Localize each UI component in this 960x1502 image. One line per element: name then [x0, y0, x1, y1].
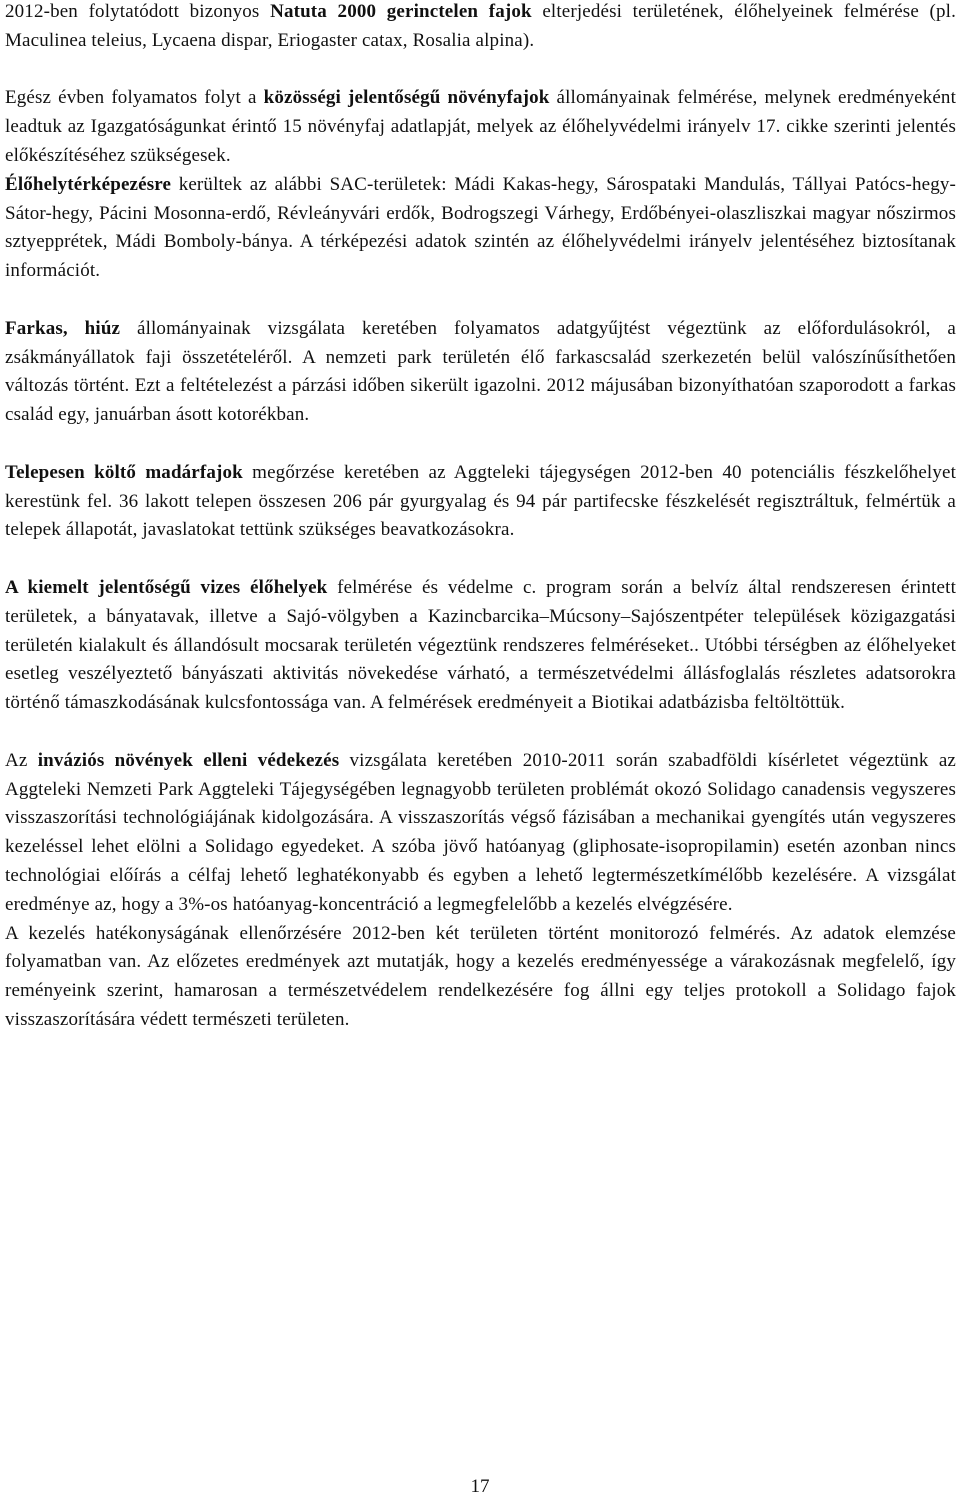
text-run: állományainak vizsgálata keretében folyamatos adatgyűjtést végeztünk az előfordulásokról, a zsákmányállatok faji összetételéről. A nemzeti park területén élő farkascsalád szerkezetén belül valószínűsíthetően változás történt. Ezt a feltételezést a párzási időben sikerült igazolni. 2012 májusában bizonyíthatóan szaporodott a farkas család egy, januárban ásott kotorékban. [5, 317, 956, 426]
bold-text-run: A kiemelt jelentőségű vizes élőhelyek [5, 576, 328, 598]
text-run: megőrzése keretében az Aggteleki tájegységen 2012-ben 40 potenciális fészkelőhelyet kerestünk fel. 36 lakott telepen összesen 206 pár gyurgyalag és 94 pár partifecske fészkelését regisztráltuk, felmértük a telepek állapotát, javaslatokat tettünk szükséges beavatkozásokra. [5, 461, 957, 541]
paragraph-invasive-plants [5, 747, 956, 920]
text-run: 2012-ben folytatódott bizonyos [5, 1, 271, 22]
paragraph-gap [5, 545, 956, 574]
bold-text-run: inváziós növények elleni védekezés [37, 749, 340, 771]
paragraph-gap [5, 286, 956, 315]
bold-text-run: közösségi jelentőségű növényfajok [263, 87, 550, 109]
text-run: Az [5, 749, 38, 771]
bold-text-run: Élőhelytérképezésre [5, 173, 172, 195]
bold-text-run: Natuta 2000 gerinctelen fajok [270, 1, 532, 22]
paragraph-gap [5, 718, 956, 747]
text-run: elterjedési területének, élőhelyeinek felmérése (pl. Maculinea teleius, Lycaena dispar, Eriogaster catax, Rosalia alpina). [5, 1, 957, 51]
paragraph-wetlands [5, 574, 956, 718]
bold-text-run: Telepesen költő madárfajok [5, 461, 243, 483]
text-run: vizsgálata keretében 2010-2011 során szabadföldi kísérletet végeztünk az Aggteleki Nemzeti Park Aggteleki Tájegységében legnagyobb területen problémát okozó Solidago canadensis vegyszeres visszaszorítási technológiájának kidolgozására. A visszaszorítás végső fázisában a mechanikai gyengítés után vegyszeres kezeléssel lehet elölni a Solidago egyedeket. A szóba jövő hatóanyag (gliphosate-isopropilamin) esetén azonban nincs technológiai előírás a célfaj lehető leghatékonyabb és egyben a lehető legtermészetkímélőbb kezelésére. A vizsgálat eredménye az, hogy a 3%-os hatóanyag-koncentráció a legmegfelelőbb a kezelés elvégzésére. [5, 749, 956, 915]
text-run: Egész évben folyamatos folyt a [5, 87, 264, 109]
page-number: 17 [470, 1476, 490, 1497]
text-run: állományainak felmérése, melynek eredményeként leadtuk az Igazgatóságunkat érintő 15 növényfaj adatlapját, melyek az élőhelyvédelmi irányelv 17. cikke szerinti jelentés előkészítéséhez szükségesek. [5, 87, 957, 166]
paragraph-gap [5, 56, 956, 85]
paragraph-wolf-lynx [5, 315, 956, 430]
text-run: felmérése és védelme c. program során a belvíz által rendszeresen érintett területek, a bányatavak, illetve a Sajó-völgyben a Kazincbarcika–Múcsony–Sajószentpéter települések közigazgatási területén kialakult és állandósult mocsarak területén végeztünk rendszeres felméréseket.. Utóbbi térségben az élőhelyeket esetleg veszélyeztető bányászati aktivitás növekedése várható, a természetvédelmi állásfoglalás részletes adatsorokra történő támaszkodásának kulcsfontossága van. A felmérések eredményeit a Biotikai adatbázisba feltöltöttük. [5, 576, 956, 714]
bold-text-run: Farkas, hiúz [5, 317, 121, 339]
text-run: A kezelés hatékonyságának ellenőrzésére 2012-ben két területen történt monitorozó felmérés. Az adatok elemzése folyamatban van. Az előzetes eredmények azt mutatják, hogy a kezelés eredményessége a várakozásnak megfelelő, így reményeink szerint, hamarosan a természetvédelem rendelkezésére fog állni egy teljes protokoll a Solidago fajok visszaszorítására védett természeti területen. [5, 922, 956, 1030]
paragraph-habitat-mapping [5, 171, 956, 286]
paragraph-natura2000 [5, 0, 956, 56]
paragraph-plant-species [5, 84, 956, 170]
paragraph-monitoring [5, 920, 956, 1035]
text-run: kerültek az alábbi SAC-területek: Mádi Kakas-hegy, Sárospataki Mandulás, Tállyai Patócs-hegy-Sátor-hegy, Pácini Mosonna-erdő, Révleányvári erdők, Bodrogszegi Várhegy, Erdőbényei-olaszliszkai magyar nőszirmos sztyepprétek, Mádi Bomboly-bánya. A térképezési adatok szintén az élőhelyvédelmi irányelv jelentéséhez biztosítanak információt. [5, 173, 956, 282]
paragraph-gap [5, 430, 956, 459]
paragraph-colonial-birds [5, 459, 956, 545]
